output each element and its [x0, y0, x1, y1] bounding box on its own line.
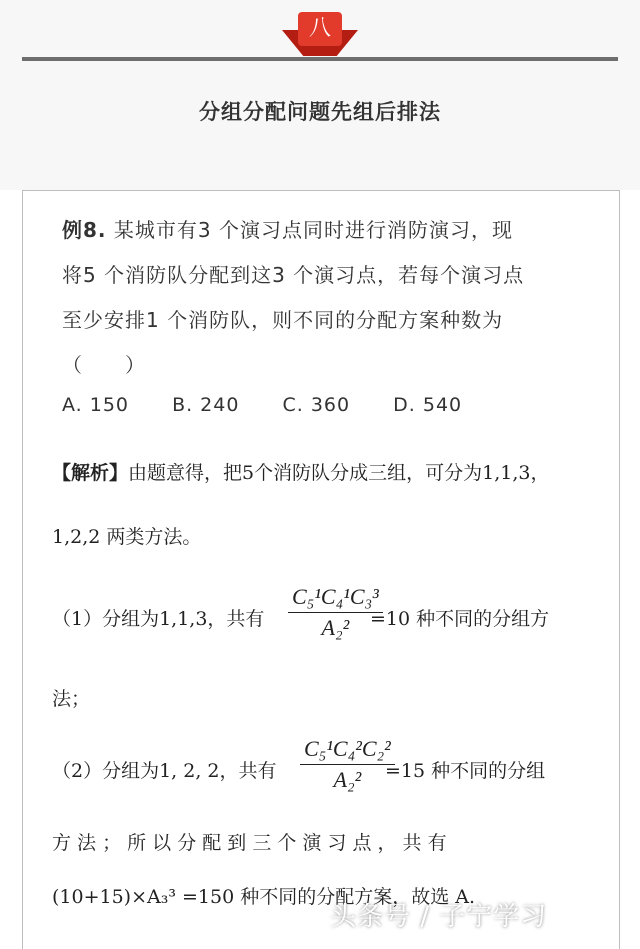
example-label: 例8. — [62, 218, 107, 242]
solution-intro-line-2: 1,2,2 两类方法。 — [52, 526, 202, 548]
answer-options — [62, 394, 498, 416]
case2-result: =15 种不同的分组 — [385, 760, 546, 782]
question-text-1: 某城市有3 个演习点同时进行消防演习，现 — [113, 218, 513, 242]
option-a: A. 150 — [62, 394, 130, 416]
case1-fraction — [288, 584, 383, 641]
question-line-4: （ ） — [62, 353, 146, 377]
case1-prefix: （1）分组为1,1,3，共有 — [52, 608, 265, 630]
question-line-1 — [62, 214, 513, 243]
case2-fraction — [300, 736, 395, 793]
case1-continuation: 法； — [52, 688, 91, 710]
case2-prefix: （2）分组为1, 2, 2，共有 — [52, 760, 277, 782]
conclusion-line-2: (10+15)×A₃³ =150 种不同的分配方案，故选 A. — [52, 886, 476, 908]
solution-intro-line-1 — [52, 458, 549, 485]
section-number-badge: 八 — [298, 12, 342, 46]
watermark-text: 头条号 / 子宁学习 — [330, 902, 548, 932]
solution-intro-text: 由题意得，把5个消防队分成三组，可分为1,1,3， — [128, 462, 550, 484]
header-divider — [22, 57, 618, 61]
option-b: B. 240 — [172, 394, 240, 416]
option-d: D. 540 — [393, 394, 463, 416]
conclusion-line-1: 方 法 ； 所 以 分 配 到 三 个 演 习 点 ， 共 有 — [52, 832, 447, 854]
question-line-3: 至少安排1 个消防队，则不同的分配方案种数为 — [62, 308, 504, 332]
solution-tag: 【解析】 — [52, 462, 129, 484]
case1-numerator: C₅¹C₄¹C₃³ — [288, 584, 383, 613]
case2-numerator: C₅¹C₄²C₂² — [300, 736, 395, 765]
option-c: C. 360 — [282, 394, 351, 416]
case1-result: =10 种不同的分组方 — [370, 608, 550, 630]
section-title: 分组分配问题先组后排法 — [199, 100, 441, 124]
case2-denominator: A₂² — [333, 767, 362, 792]
case1-denominator: A₂² — [321, 615, 350, 640]
question-line-2: 将5 个消防队分配到这3 个演习点，若每个演习点 — [62, 263, 525, 287]
